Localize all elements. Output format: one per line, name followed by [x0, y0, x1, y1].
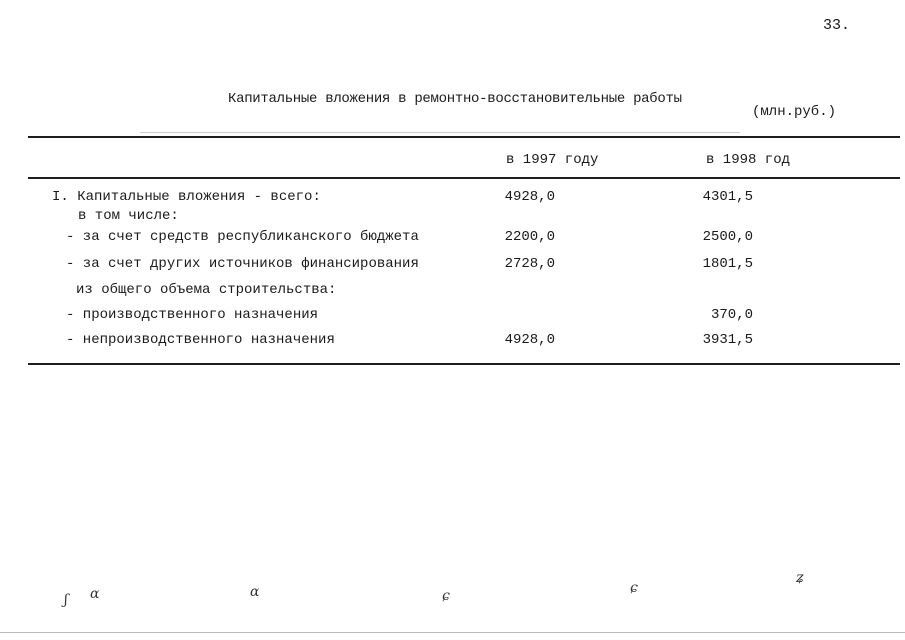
table-rule-header: [28, 177, 900, 179]
row-label: - непроизводственного назначения: [66, 332, 335, 348]
table-row: [0, 229, 905, 249]
table-row: [0, 332, 905, 352]
scan-marks: [0, 570, 905, 610]
row-value-1997: 2200,0: [504, 229, 555, 245]
row-label: - за счет средств республиканского бюджета: [66, 229, 419, 245]
scan-mark: ɑ: [250, 584, 260, 600]
scan-mark: ɑ: [90, 586, 100, 602]
page-number: 33.: [822, 17, 850, 34]
scan-mark: ɕ: [442, 588, 450, 604]
row-label: - за счет других источников финансирования: [66, 256, 419, 272]
table-rule-bottom: [28, 363, 900, 365]
scan-mark: ɕ: [630, 580, 638, 596]
document-title: Капитальные вложения в ремонтно-восстановительные работы: [228, 91, 682, 107]
table-rule-top-faint: [140, 132, 740, 133]
units-label: (млн.руб.): [752, 104, 837, 120]
table-row: [0, 282, 905, 302]
scan-mark: ʃ: [64, 592, 68, 608]
row-label: в том числе:: [78, 208, 179, 224]
row-value-1998: 4301,5: [702, 189, 753, 205]
table-row: [0, 189, 905, 209]
row-value-1998: 1801,5: [702, 256, 753, 272]
page-bottom-edge: [0, 632, 905, 633]
table-row: [0, 307, 905, 327]
row-value-1998: 370,0: [710, 307, 753, 323]
row-value-1997: 2728,0: [504, 256, 555, 272]
row-label: I. Капитальные вложения - всего:: [52, 189, 321, 205]
table-row: [0, 208, 905, 228]
row-value-1997: 4928,0: [504, 332, 555, 348]
column-header-1998: в 1998 год: [706, 152, 791, 168]
row-value-1997: 4928,0: [504, 189, 555, 205]
row-value-1998: 2500,0: [702, 229, 753, 245]
row-value-1998: 3931,5: [702, 332, 753, 348]
row-label: из общего объема строительства:: [76, 282, 337, 298]
table-rule-top: [28, 136, 900, 138]
row-label: - производственного назначения: [66, 307, 319, 323]
column-header-1997: в 1997 году: [506, 152, 599, 168]
table-row: [0, 256, 905, 276]
scan-mark: ʑ: [796, 570, 804, 586]
